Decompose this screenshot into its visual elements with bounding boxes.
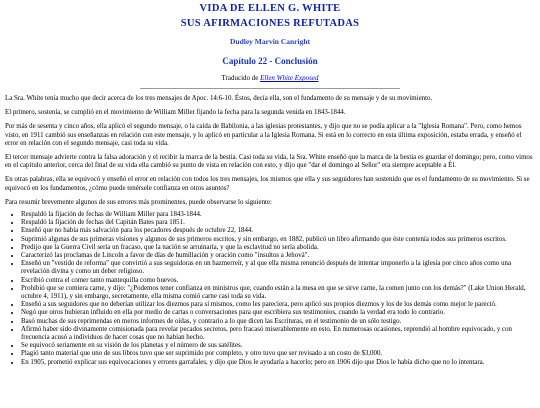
list-item: • Suprimió algunas de sus primeras visiones y algunos de sus primeros escritos, y sin embargo, en 1882, publicó un libro afirmando que éste contenía todos sus primeros escritos. xyxy=(21,236,535,244)
list-item: • Respaldó la fijación de fechas de William Miller para 1843-1844. xyxy=(21,211,535,219)
paragraph-third-message: El tercer mensaje advierte contra la falsa adoración y el recibir la marca de la bestia. Casi toda su vida, la Sra. White enseñó que la marca de la bestia es guardar el domingo; pero, como vimos en el capítulo anterior, cerca del final de su vida ella cambió su punto de vista en relación con esto, y dijo que "dar el domingo al Señor" era siempre aceptable a Él. xyxy=(5,154,533,170)
list-item: • Plagió tanto material que uno de sus libros tuvo que ser suprimido por completo, y otro tuvo que ser revisado a un costo de $3,000. xyxy=(21,350,535,358)
paragraph-intro: La Sra. White tenía mucho que decir acerca de los tres mensajes de Apoc. 14:6-10. Éstos, decía ella, son el fundamento de su mensaje y de su movimiento. xyxy=(5,95,433,102)
paragraph-first-message: El primero, sostenía, se cumplió en el movimiento de William Miller fijando la fecha para la segunda venida en 1843-1844. xyxy=(5,109,346,117)
list-item: • Predijo que la Guerra Civil sería un fracaso, que la nación se arruinaría, y que la esclavitud no sería abolida. xyxy=(21,244,535,252)
author-name: Dudley Marvin Canright xyxy=(229,37,310,46)
header-divider xyxy=(140,88,400,89)
errors-list xyxy=(5,211,535,367)
document-page xyxy=(0,3,540,367)
book-title-line-1: VIDA DE ELLEN G. WHITE xyxy=(199,3,341,14)
list-item: • Basó muchas de sus reprimendas en meros informes de oídas, y contrario a lo que dicen las Escrituras, en el testimonio de un sólo testigo. xyxy=(21,318,535,326)
list-item: • Enseñó un "vestido de reforma" que convirtió a sus seguidoras en un hazmerreír, y al que ella misma renunció después de intentar imponerlo a la iglesia por cinco años como una revelación divina y como un deber religioso. xyxy=(21,260,535,276)
chapter-title: Capítulo 22 - Conclusión xyxy=(222,56,318,66)
book-title-line-2: SUS AFIRMACIONES REFUTADAS xyxy=(180,18,360,29)
list-item: • Respaldó la fijación de fechas del Capitán Bates para 1851. xyxy=(21,219,535,227)
translated-from xyxy=(5,74,535,83)
paragraph-summary-lead: Para resumir brevemente algunos de sus errores más prominentes, puede observarse lo siguiente: xyxy=(5,198,272,206)
translated-prefix: Traducido de xyxy=(221,74,261,82)
list-item: • Se equivocó seriamente en su visión de los planetas y el número de sus satélites. xyxy=(21,342,535,350)
paragraph-conclusion: En otras palabras, ella se equivocó y enseñó el error en relación con todos los tres mensajes, los mismos que ella y sus seguidores han sostenido que es el fundamento de su movimiento. Si se equivocó en los fundamentos, ¿cómo puede tenérsele confianza en otros asuntos? xyxy=(5,176,530,192)
list-item: • Negó que otros hubieran influido en ella por medio de cartas o conversaciones para que escribiera sus testimonios, cuando la verdad era todo lo contrario. xyxy=(21,309,535,317)
list-item: • Enseñó a sus seguidores que no deberían utilizar los diezmos para sí mismos, como les pareciera, pero aplicó sus propios diezmos y los de los demás como mejor le pareció. xyxy=(21,301,535,309)
list-item: • Afirmó haber sido divinamente comisionada para revelar pecados secretos, pero fracasó miserablemente en esto. En numerosas ocasiones, reprendió al hombre equivocado, y con frecuencia acusó a individuos de hacer cosas que no habían hecho. xyxy=(21,326,535,342)
document-header xyxy=(5,3,535,83)
source-book-link[interactable]: Ellen White Exposed xyxy=(260,74,319,82)
list-item: • En 1905, prometió explicar sus equivocaciones y errores garrafales, y dijo que Dios le ayudaría a hacerlo; pero en 1906 dijo que Dios le había dicho que no lo intentara. xyxy=(21,359,535,367)
paragraph-second-message: Por más de sesenta y cinco años, ella aplicó el segundo mensaje, o la caída de Babilonia, a las iglesias protestantes, y dijo que no se podía aplicar a la "Iglesia Romana". Pero, como hemos visto, en 1911 cambió sus enseñanzas en relación con este mensaje, y lo aplicó en particular a la Iglesia Romana. Si está en lo correcto en esta última exposición, estaba errada, y enseñó el error en relación con el segundo mensaje, casi toda su vida. xyxy=(5,123,522,147)
list-item: • Escribió contra el comer tanto mantequilla como huevos. xyxy=(21,277,535,285)
list-item: • Prohibió que se comiera carne, y dijo: "¿Podemos tener confianza en ministros que, cuando están a la mesa en que se sirve carne, la comen junto con los demás?" (Lake Union Herald, octubre 4, 1911), y sin embargo, secretamente, ella misma comió carne casi toda su vida. xyxy=(21,285,535,301)
list-item: • Caracterizó las proclamas de Lincoln a favor de días de humillación y oración como "insultos a Jehová". xyxy=(21,252,535,260)
list-item: • Enseñó que no había más salvación para los pecadores después de octubre 22, 1844. xyxy=(21,227,535,235)
